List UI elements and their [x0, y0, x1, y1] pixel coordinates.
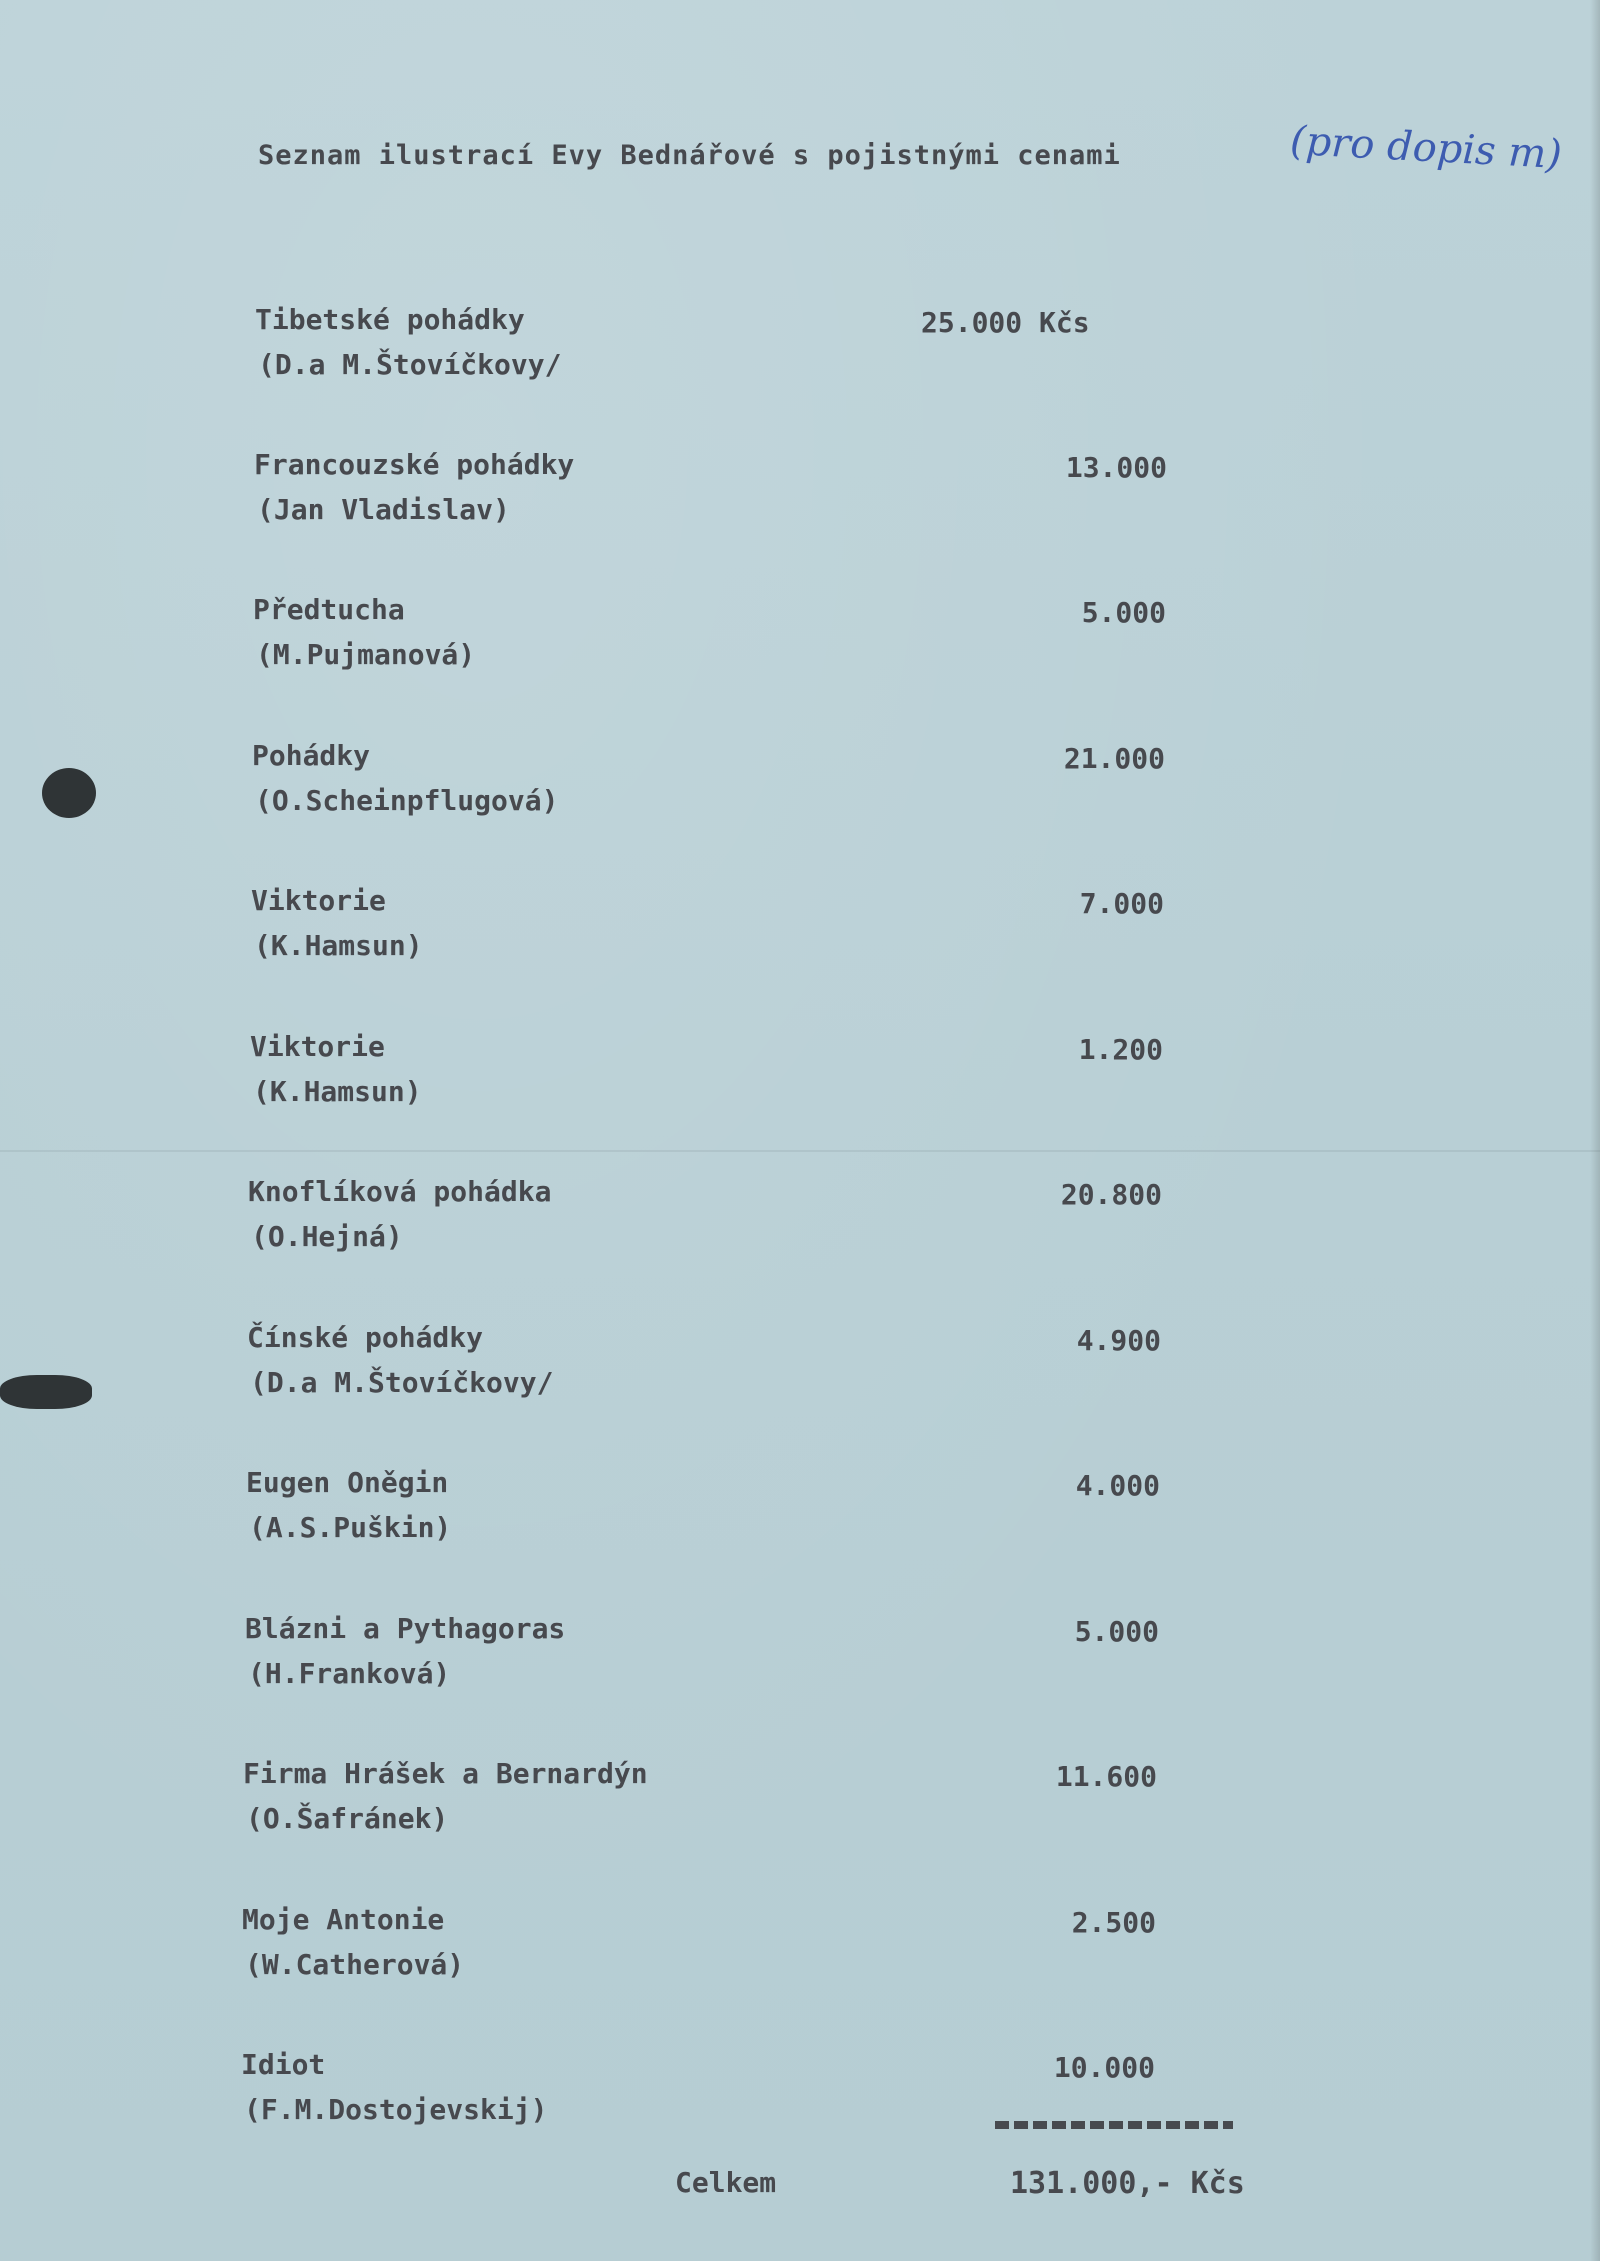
- list-item: [0, 1903, 1600, 2003]
- item-title: Firma Hrášek a Bernardýn: [243, 1757, 648, 1790]
- item-author: (H.Franková): [248, 1657, 451, 1690]
- item-title: Předtucha: [253, 593, 405, 626]
- item-price: 1.200: [1078, 1033, 1163, 1066]
- item-title: Moje Antonie: [242, 1903, 445, 1936]
- item-author: (O.Scheinpflugová): [255, 784, 559, 817]
- item-title: Knoflíková pohádka: [248, 1175, 552, 1208]
- list-item: [0, 739, 1600, 839]
- item-price: 25.000 Kčs: [921, 306, 1090, 339]
- list-item: [0, 1466, 1600, 1566]
- item-title: Viktorie: [250, 1030, 385, 1063]
- item-price: 21.000: [1063, 742, 1165, 775]
- item-price: 4.000: [1075, 1469, 1160, 1502]
- item-price: 7.000: [1079, 887, 1164, 920]
- list-item: [0, 1321, 1600, 1421]
- paper-fold: [0, 1150, 1600, 1152]
- item-price: 10.000: [1053, 2051, 1155, 2084]
- item-author: (K.Hamsun): [253, 1075, 422, 1108]
- item-title: Blázni a Pythagoras: [245, 1612, 566, 1645]
- item-author: (O.Šafránek): [246, 1802, 449, 1835]
- item-price: 11.600: [1055, 1760, 1157, 1793]
- item-title: Francouzské pohádky: [254, 448, 575, 481]
- item-price: 13.000: [1065, 451, 1167, 484]
- list-item: [0, 1030, 1600, 1130]
- item-title: Tibetské pohádky: [255, 303, 525, 336]
- item-title: Viktorie: [251, 884, 386, 917]
- item-author: (Jan Vladislav): [257, 493, 510, 526]
- total-label: Celkem: [675, 2166, 777, 2199]
- item-author: (M.Pujmanová): [256, 638, 476, 671]
- item-author: (W.Catherová): [245, 1948, 465, 1981]
- list-item: [0, 2048, 1600, 2148]
- item-title: Idiot: [241, 2048, 326, 2081]
- item-price: 5.000: [1074, 1615, 1159, 1648]
- item-author: (K.Hamsun): [254, 929, 423, 962]
- item-price: 4.900: [1076, 1324, 1161, 1357]
- item-title: Čínské pohádky: [247, 1321, 484, 1354]
- item-author: (D.a M.Štovíčkovy/: [258, 348, 562, 381]
- item-price: 2.500: [1071, 1906, 1156, 1939]
- list-item: [0, 884, 1600, 984]
- item-author: (F.M.Dostojevskij): [244, 2093, 548, 2126]
- list-item: [0, 1612, 1600, 1712]
- total-value: 131.000,- Kčs: [1010, 2166, 1245, 2201]
- handwritten-note: (pro dopis m): [1288, 117, 1564, 179]
- item-author: (A.S.Puškin): [249, 1511, 452, 1544]
- list-item: [0, 1757, 1600, 1857]
- sum-divider: [995, 2121, 1233, 2129]
- item-title: Eugen Oněgin: [246, 1466, 449, 1499]
- item-title: Pohádky: [252, 739, 371, 772]
- list-item: [0, 448, 1600, 548]
- list-item: [0, 303, 1600, 403]
- item-price: 20.800: [1060, 1178, 1162, 1211]
- item-author: (O.Hejná): [251, 1220, 403, 1253]
- list-item: [0, 593, 1600, 693]
- item-price: 5.000: [1081, 596, 1166, 629]
- list-item: [0, 1175, 1600, 1275]
- item-author: (D.a M.Štovíčkovy/: [250, 1366, 554, 1399]
- document-title: Seznam ilustrací Evy Bednářové s pojistnými cenami: [258, 140, 1121, 171]
